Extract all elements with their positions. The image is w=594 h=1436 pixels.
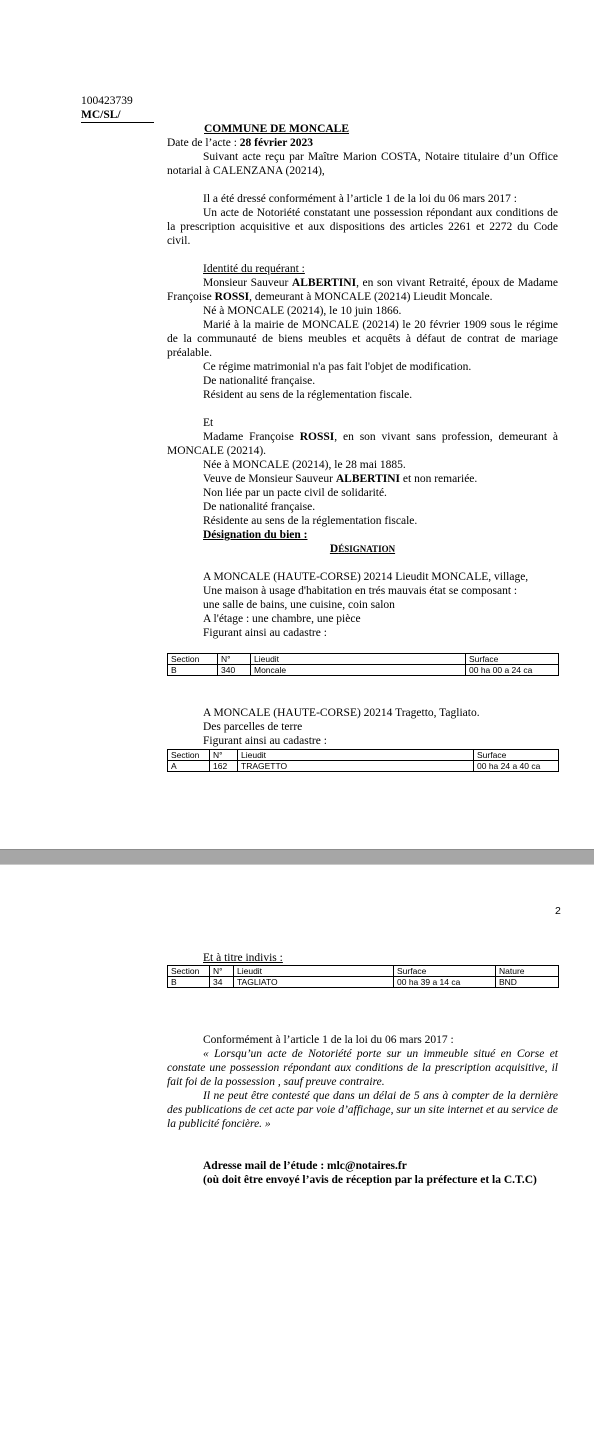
indivis-heading: Et à titre indivis : (203, 952, 283, 964)
avis-note: (où doit être envoyé l’avis de réception par la préfecture et la C.T.C) (203, 1174, 537, 1186)
person2-intro-a: Madame Françoise (203, 431, 300, 443)
bien1-location: A MONCALE (HAUTE-CORSE) 20214 Lieudit MONCALE, village, (203, 571, 529, 583)
person1-birth: Né à MONCALE (20214), le 10 juin 1866. (203, 305, 402, 317)
table-cell: 00 ha 24 a 40 ca (474, 761, 559, 772)
table-header-cell: Lieudit (251, 654, 466, 665)
table-cell: A (168, 761, 210, 772)
person1-intro-a: Monsieur Sauveur (203, 277, 292, 289)
table-cell: 00 ha 00 a 24 ca (466, 665, 559, 676)
act-notoriete: Un acte de Notoriété constatant une possession répondant aux conditions de la prescription acquisitive et aux dispositions des articles 2261 et 2272 du Code civil. (167, 207, 558, 247)
bien1-cadastre: Figurant ainsi au cadastre : (203, 627, 327, 639)
identite-heading: Identité du requérant : (203, 263, 305, 275)
law-quote-2: Il ne peut être contesté que dans un délai de 5 ans à compter de la dernière des publications de cet acte par voie d’affichage, sur un site internet et au service de la publicité foncière. » (167, 1090, 558, 1130)
person2-resident: Résidente au sens de la réglementation fiscale. (203, 515, 418, 527)
bien1-desc1: Une maison à usage d'habitation en trés mauvais état se composant : (203, 585, 518, 597)
person2-surname: ROSSI (299, 431, 335, 443)
person1-spouse-surname: ROSSI (214, 291, 250, 303)
table-row (168, 761, 559, 772)
person1-resident: Résident au sens de la réglementation fiscale. (203, 389, 413, 401)
bien1-desc2: une salle de bains, une cuisine, coin salon (203, 599, 395, 611)
table-cell: 00 ha 39 a 14 ca (394, 977, 496, 988)
table-cell: 34 (210, 977, 234, 988)
conform-line: Conformément à l’article 1 de la loi du 06 mars 2017 : (203, 1034, 454, 1046)
designation-title (167, 542, 558, 556)
person2-widow-surname: ALBERTINI (335, 473, 401, 485)
law-quote-1: « Lorsqu’un acte de Notoriété porte sur un immeuble situé en Corse et constate une possession répondant aux conditions de la prescription acquisitive, il fait foi de la possession , sauf preuve contraire. (167, 1048, 558, 1088)
table-header-cell: Lieudit (238, 750, 474, 761)
table-cell: BND (496, 977, 559, 988)
table-cell: Moncale (251, 665, 466, 676)
table-cell: TAGLIATO (234, 977, 394, 988)
person2-intro (167, 430, 558, 458)
person2-birth: Née à MONCALE (20214), le 28 mai 1885. (203, 459, 406, 471)
table-cell: B (168, 977, 210, 988)
table-header-row (168, 966, 559, 977)
indivis-block (167, 951, 558, 965)
act-intro: Suivant acte reçu par Maître Marion COSTA, Notaire titulaire d’un Office notarial à CALENZANA (20214), (167, 151, 558, 177)
designation-title-first: D (329, 543, 339, 555)
table-header-cell: Section (168, 750, 210, 761)
table-cell: 162 (210, 761, 238, 772)
table-header-row (168, 750, 559, 761)
bien1-desc3: A l'étage : une chambre, une pièce (203, 613, 361, 625)
document-initials: MC/SL/ (81, 108, 154, 123)
bien2-cadastre: Figurant ainsi au cadastre : (203, 735, 327, 747)
act-dresse: Il a été dressé conformément à l’article 1 de la loi du 06 mars 2017 : (203, 193, 517, 205)
table-row (168, 665, 559, 676)
person2-nationality: De nationalité française. (203, 501, 316, 513)
table-header-cell: Nature (496, 966, 559, 977)
person1-nationality: De nationalité française. (203, 375, 316, 387)
cadastre-table-2 (167, 749, 559, 772)
person2-widow-a: Veuve de Monsieur Sauveur (203, 473, 336, 485)
cadastre-table-1 (167, 653, 559, 676)
table-header-cell: N° (210, 750, 238, 761)
person1-intro-b: , en son vivant Retraité, époux de Madame Françoise (167, 277, 559, 303)
table-header-cell: Surface (394, 966, 496, 977)
designation-title-rest: ÉSIGNATION (338, 544, 396, 554)
table-header-cell: Section (168, 966, 210, 977)
table-cell: B (168, 665, 218, 676)
designation-heading: Désignation du bien : (203, 529, 308, 541)
conformity-block (167, 1033, 558, 1187)
table-cell: TRAGETTO (238, 761, 474, 772)
bien2-location: A MONCALE (HAUTE-CORSE) 20214 Tragetto, Tagliato. (203, 707, 480, 719)
document-reference: 100423739 (81, 95, 133, 107)
act-body (167, 136, 558, 640)
person2-intro-b: , en son vivant sans profession, demeurant à MONCALE (20214). (167, 431, 558, 457)
person2-widow (167, 472, 558, 486)
table-header-cell: Section (168, 654, 218, 665)
table-header-row (168, 654, 559, 665)
table-header-cell: Surface (474, 750, 559, 761)
page-number: 2 (555, 905, 561, 917)
table-cell: 340 (218, 665, 251, 676)
person1-intro-c: , demeurant à MONCALE (20214) Lieudit Moncale. (249, 291, 493, 303)
person2-widow-b: et non remariée. (400, 473, 478, 485)
office-email: Adresse mail de l’étude : mlc@notaires.fr (203, 1160, 407, 1172)
act-date (167, 136, 558, 150)
bien2-block (167, 706, 558, 748)
et-connector: Et (203, 417, 214, 429)
person1-intro (167, 276, 558, 304)
person2-pacs: Non liée par un pacte civil de solidarité. (203, 487, 387, 499)
person1-regime: Ce régime matrimonial n'a pas fait l'objet de modification. (203, 361, 472, 373)
table-row (168, 977, 559, 988)
page-separator (0, 849, 594, 865)
cadastre-table-3 (167, 965, 559, 988)
page-title: COMMUNE DE MONCALE (204, 123, 350, 135)
table-header-cell: Lieudit (234, 966, 394, 977)
table-header-cell: N° (210, 966, 234, 977)
person1-surname: ALBERTINI (291, 277, 357, 289)
act-date-value: 28 février 2023 (239, 137, 314, 149)
act-date-label: Date de l’acte : (167, 137, 240, 149)
table-header-cell: Surface (466, 654, 559, 665)
table-header-cell: N° (218, 654, 251, 665)
person1-marriage: Marié à la mairie de MONCALE (20214) le 20 février 1909 sous le régime de la communauté de biens meubles et acquêts à défaut de contrat de mariage préalable. (167, 319, 558, 359)
bien2-desc1: Des parcelles de terre (203, 721, 303, 733)
